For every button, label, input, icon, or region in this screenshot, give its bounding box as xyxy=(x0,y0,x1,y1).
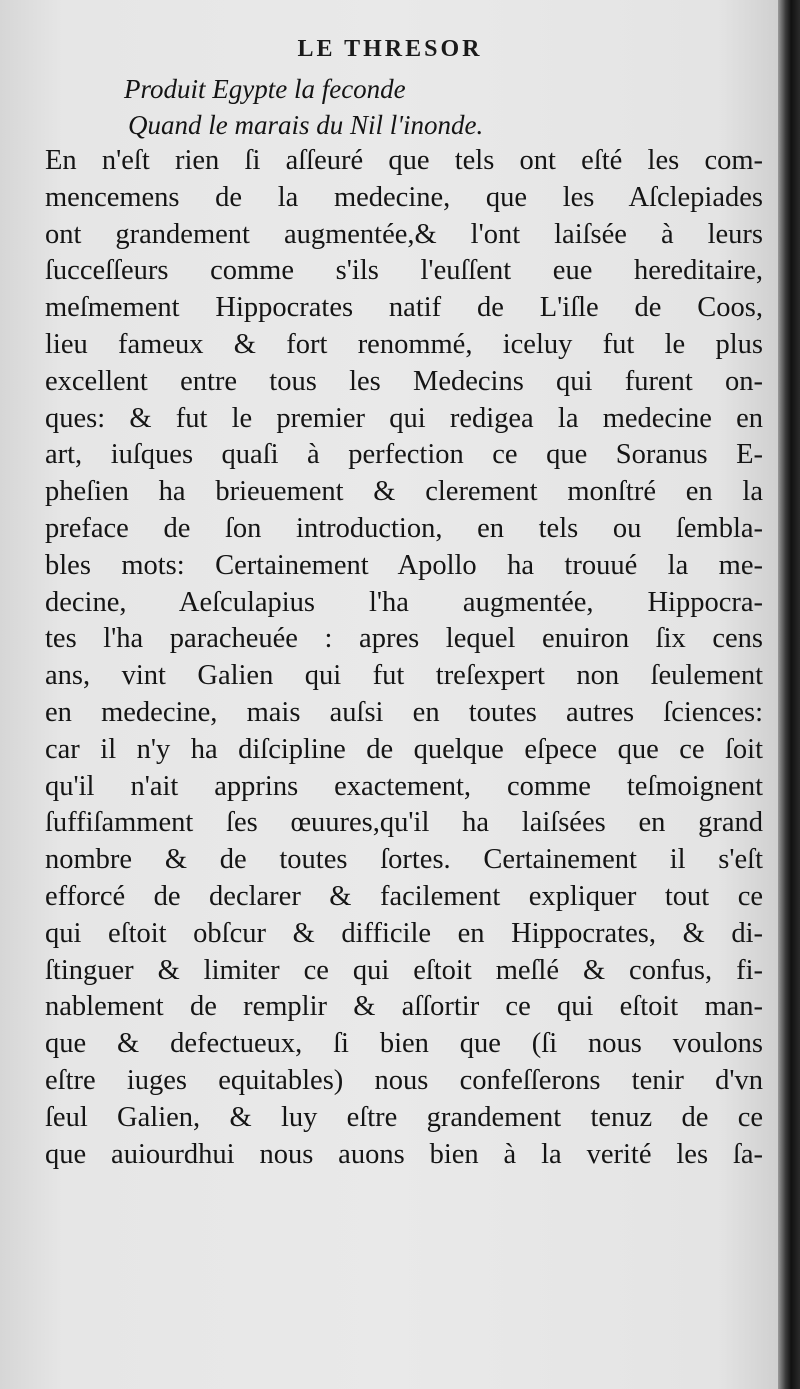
text-line: lieu fameux & fort renommé, iceluy fut le plus xyxy=(45,328,763,360)
running-header: LE THRESOR xyxy=(297,36,483,62)
text-line: eſtre iuges equitables) nous confeſſerons tenir d'vn xyxy=(45,1064,763,1096)
verse-line: Produit Egypte la feconde xyxy=(124,74,406,104)
verse-line: Quand le marais du Nil l'inonde. xyxy=(128,110,484,140)
text-line: que auiourdhui nous auons bien à la verité les ſa- xyxy=(45,1138,763,1170)
text-line: car il n'y ha diſcipline de quelque eſpece que ce ſoit xyxy=(45,733,763,765)
text-line: decine, Aeſculapius l'ha augmentée, Hippocra- xyxy=(45,586,763,618)
text-line: qui eſtoit obſcur & difficile en Hippocrates, & di- xyxy=(45,917,763,949)
text-line: ſucceſſeurs comme s'ils l'euſſent eue hereditaire, xyxy=(45,255,763,287)
text-line: ſtinguer & limiter ce qui eſtoit meſlé & confus, fi- xyxy=(45,954,763,986)
text-line: ont grandement augmentée,& l'ont laiſsée à leurs xyxy=(45,218,763,250)
book-spine-shadow xyxy=(778,0,800,1389)
text-line: meſmement Hippocrates natif de L'iſle de Coos, xyxy=(45,292,763,324)
text-line: ſeul Galien, & luy eſtre grandement tenuz de ce xyxy=(45,1101,763,1133)
text-line: pheſien ha brieuement & clerement monſtré en la xyxy=(45,476,763,508)
text-line: qu'il n'ait apprins exactement, comme teſmoignent xyxy=(45,770,763,802)
text-line: ſuffiſamment ſes œuures,qu'il ha laiſsées en grand xyxy=(45,807,763,839)
text-line: art, iuſques quaſi à perfection ce que Soranus E- xyxy=(45,439,763,471)
text-line: ques: & fut le premier qui redigea la medecine en xyxy=(45,402,763,434)
text-line: efforcé de declarer & facilement expliquer tout ce xyxy=(45,880,763,912)
text-line: ans, vint Galien qui fut treſexpert non ſeulement xyxy=(45,660,763,692)
text-line: bles mots: Certainement Apollo ha trouué la me- xyxy=(45,549,763,581)
body-paragraph xyxy=(45,143,775,1173)
text-line: preface de ſon introduction, en tels ou ſembla- xyxy=(45,512,763,544)
text-line: en medecine, mais auſsi en toutes autres ſciences: xyxy=(45,696,763,728)
text-line: mencemens de la medecine, que les Aſclepiades xyxy=(45,181,763,213)
text-line: nombre & de toutes ſortes. Certainement il s'eſt xyxy=(45,844,763,876)
text-line: En n'eſt rien ſi aſſeuré que tels ont eſté les com- xyxy=(45,145,763,176)
text-line: nablement de remplir & aſſortir ce qui eſtoit man- xyxy=(45,991,763,1023)
text-line: que & defectueux, ſi bien que (ſi nous voulons xyxy=(45,1028,763,1060)
text-line: tes l'ha paracheuée : apres lequel enuiron ſix cens xyxy=(45,623,763,655)
text-line: excellent entre tous les Medecins qui furent on- xyxy=(45,365,763,397)
